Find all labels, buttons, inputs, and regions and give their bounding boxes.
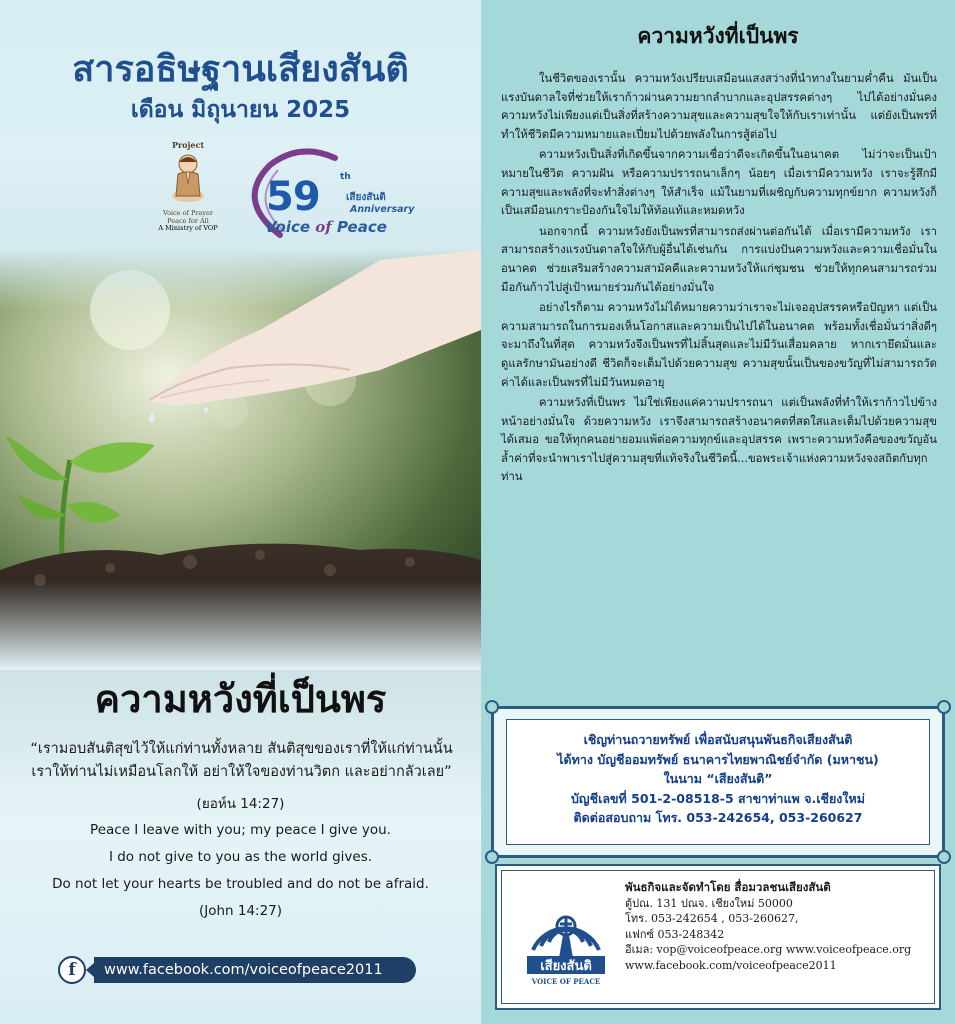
frame-corner — [937, 700, 951, 714]
donation-box — [491, 706, 945, 858]
donation-line-3: ในนาม “เสียงสันติ” — [663, 771, 773, 786]
anniversary-suffix: th — [340, 172, 351, 182]
verse-english-line-1: Peace I leave with you; my peace I give you. — [90, 822, 391, 838]
brand-part-a: Voice — [265, 218, 316, 236]
contact-facebook-link[interactable]: www.facebook.com/voiceofpeace2011 — [625, 958, 837, 972]
contact-address: ตู้ปณ. 131 ปณจ. เชียงใหม่ 50000 — [625, 896, 793, 910]
contact-info — [625, 880, 937, 973]
project-line-2: Peace for All — [167, 216, 209, 225]
article-paragraph: อย่างไรก็ตาม ความหวังไม่ได้หมายความว่าเราจะไม่เจออุปสรรคหรือปัญหา แต่เป็นความสามารถในการมองเห็นโอกาสและความเป็นไปได้ในอนาคต พร้อมทั้งเชื่อมั่นว่าสิ่งดีๆ จะมาถึงในที่สุด ความหวังจึงเป็นพรที่ไม่สิ้นสุดและไม่มีวันเสื่อมคลาย หากเรายึดมั่นและดูแลรักษามันอย่างดี ชีวิตก็จะเต็มไปด้วยความสุข ความสุขนั้นเป็นของขวัญที่ไม่สามารถวัดค่าได้และเป็นพรที่ไม่มีวันหมดอายุ — [501, 301, 937, 389]
article-paragraph: นอกจากนี้ ความหวังยังเป็นพรที่สามารถส่งผ่านต่อกันได้ เมื่อเรามีความหวัง เราสามารถสร้างแรงบันดาลใจให้กับผู้อื่นได้เช่นกัน การแบ่งปันความหวังและความเชื่อมั่นในอนาคต ช่วยเสริมสร้างความสามัคคีและความหวังให้แก่ชุมชน ช่วยให้ทุกคนสามารถร่วมมือกันก้าวไปสู่เป้าหมายร่วมกันได้อย่างมั่นใจ — [501, 224, 937, 294]
cover-photo — [0, 250, 481, 670]
project-label: Project — [171, 140, 205, 150]
project-line-3: A Ministry of VOP — [158, 224, 218, 232]
logo-english-text: VOICE OF PEACE — [531, 977, 601, 986]
donation-line-1: เชิญท่านถวายทรัพย์ เพื่อสนับสนุนพันธกิจเสียงสันติ — [583, 732, 853, 747]
verse-english-reference: (John 14:27) — [198, 903, 283, 919]
article-paragraph: ความหวังที่เป็นพร ไม่ใช่เพียงแค่ความปรารถนา แต่เป็นพลังที่ทำให้เราก้าวไปข้างหน้าอย่างมั่นใจ ด้วยความหวัง เราจึงสามารถสร้างอนาคตที่สดใสและเต็มไปด้วยความสุขได้เสมอ ขอให้ทุกคนอย่ายอมแพ้ต่อความทุกข์และอุปสรรค เพราะความหวังคือของขวัญอันล้ำค่าที่จะนำพาเราไปสู่ความสุขที่แท้จริงในชีวิตนี้...ขอพระเจ้าแห่งความหวังจงสถิตกับทุกท่าน — [501, 396, 937, 484]
anniversary-brand — [265, 218, 387, 236]
project-line-1: Voice of Prayer — [162, 209, 213, 217]
facebook-link[interactable] — [58, 956, 418, 986]
facebook-url[interactable]: www.facebook.com/voiceofpeace2011 — [94, 957, 416, 983]
topic-heading: ความหวังที่เป็นพร — [94, 677, 387, 721]
article-body — [501, 70, 937, 489]
verse-english-line-3: Do not let your hearts be troubled and do not be afraid. — [52, 876, 429, 892]
contact-phone: โทร. 053-242654 , 053-260627, — [625, 912, 799, 925]
frame-corner — [485, 700, 499, 714]
logo-thai-text: เสียงสันติ — [540, 959, 592, 974]
donation-line-4: บัญชีเลขที่ 501-2-08518-5 สาขาท่าแพ จ.เชียงใหม่ — [571, 790, 865, 806]
article-title: ความหวังที่เป็นพร — [637, 24, 799, 48]
anniversary-thai: เสียงสันติ — [346, 192, 386, 203]
verse-thai-line-2: เราให้ท่านไม่เหมือนโลกให้ อย่าให้ใจของท่านวิตก และอย่ากลัวเลย” — [31, 764, 452, 780]
donation-line-2: ได้ทาง บัญชีออมทรัพย์ ธนาคารไทยพาณิชย์จำกัด (มหาชน) — [557, 751, 879, 767]
issue-month: เดือน มิถุนายน 2025 — [130, 97, 351, 123]
article-panel — [481, 0, 955, 1024]
facebook-icon[interactable]: f — [58, 956, 86, 984]
contact-organization: พันธกิจและจัดทำโดย สื่อมวลชนเสียงสันติ — [625, 880, 831, 894]
donation-line-5: ติดต่อสอบถาม โทร. 053-242654, 053-260627 — [573, 810, 863, 825]
brand-part-b: of — [315, 218, 332, 236]
verse-thai-reference: (ยอห์น 14:27) — [196, 796, 285, 812]
verse-english-line-2: I do not give to you as the world gives. — [108, 849, 373, 865]
anniversary-logo — [240, 140, 430, 245]
frame-corner — [937, 850, 951, 864]
brand-part-c: Peace — [331, 218, 387, 236]
contact-box — [495, 864, 941, 1010]
frame-corner — [485, 850, 499, 864]
verse-thai — [14, 738, 469, 784]
contact-email-website[interactable]: อีเมล: vop@voiceofpeace.org www.voiceofpeace.org — [625, 943, 912, 956]
article-paragraph: ในชีวิตของเรานั้น ความหวังเปรียบเสมือนแสงสว่างที่นำทางในยามค่ำคืน มันเป็นแรงบันดาลใจที่ช่วยให้เราก้าวผ่านความยากลำบากและอุปสรรคต่างๆ ไปได้อย่างมั่นคง ความหวังไม่เพียงแต่เป็นสิ่งที่สร้างความสุขและความสุขใจให้กับเราเท่านั้น แต่ยังเป็นพรที่ทำให้ชีวิตมีความหมายและเปี่ยมไปด้วยพลังในการสู้ต่อไป — [501, 72, 937, 141]
page-title: สารอธิษฐานเสียงสันติ — [72, 49, 409, 90]
donation-text — [506, 719, 930, 845]
anniversary-number: 59 — [266, 174, 320, 220]
contact-fax: แฟกซ์ 053-248342 — [625, 927, 725, 941]
verse-thai-line-1: “เรามอบสันติสุขไว้ให้แก่ท่านทั้งหลาย สันติสุขของเราที่ให้แก่ท่านนั้น — [30, 741, 453, 757]
praying-child-icon — [168, 152, 208, 204]
anniversary-word: Anniversary — [350, 204, 415, 215]
project-logo — [158, 140, 218, 233]
voice-of-peace-logo-icon — [511, 880, 621, 990]
article-paragraph: ความหวังเป็นสิ่งที่เกิดขึ้นจากความเชื่อว่าดีจะเกิดขึ้นในอนาคต ไม่ว่าจะเป็นเป้าหมายในชีวิต ความฝัน หรือความปรารถนาเล็กๆ น้อยๆ เมื่อเรามีความหวัง เราจะรู้สึกมีความสุขและพลังที่จะทำสิ่งต่างๆ ให้สำเร็จ แม้ในยามที่เผชิญกับความทุกข์ยาก ความหวังก็เป็นเสมือนเกราะป้องกันใจไม่ให้ท้อแท้และหมดหวัง — [501, 148, 937, 218]
